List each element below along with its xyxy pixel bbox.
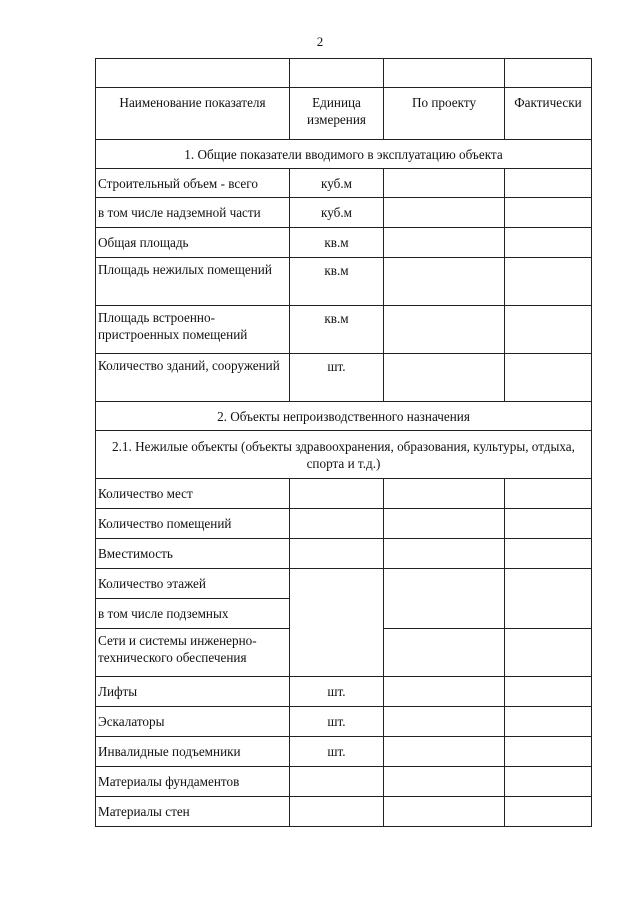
row-label: Сети и системы инженерно-технического обеспечения — [96, 629, 290, 677]
table-row — [96, 569, 592, 599]
subsection-title-row — [96, 431, 592, 479]
actual-value-cell — [505, 228, 592, 258]
row-unit: шт. — [290, 677, 384, 707]
row-label: Количество мест — [96, 479, 290, 509]
row-label: Количество помещений — [96, 509, 290, 539]
indicators-table — [95, 58, 592, 827]
project-value-cell — [384, 767, 505, 797]
row-label: Строительный объем - всего — [96, 169, 290, 198]
row-unit: шт. — [290, 354, 384, 402]
row-label: Количество этажей — [96, 569, 290, 599]
row-unit: кв.м — [290, 228, 384, 258]
table-row — [96, 509, 592, 539]
row-unit — [290, 767, 384, 797]
table-row — [96, 707, 592, 737]
row-label: Лифты — [96, 677, 290, 707]
header-unit: Единица измерения — [290, 88, 384, 140]
project-value-cell — [384, 306, 505, 354]
actual-value-cell — [505, 509, 592, 539]
project-value-cell — [384, 354, 505, 402]
actual-value-cell — [505, 198, 592, 228]
table-row — [96, 228, 592, 258]
section-title-row — [96, 140, 592, 169]
row-unit: шт. — [290, 737, 384, 767]
actual-value-cell — [505, 767, 592, 797]
row-label: Площадь нежилых помещений — [96, 258, 290, 306]
actual-value-cell — [505, 539, 592, 569]
subsection-title: 2.1. Нежилые объекты (объекты здравоохранения, образования, культуры, отдыха, спорта и т.д.) — [96, 431, 592, 479]
row-label: в том числе подземных — [96, 599, 290, 629]
table-row — [96, 767, 592, 797]
row-label: Вместимость — [96, 539, 290, 569]
project-value-cell — [384, 169, 505, 198]
header-actual: Фактически — [505, 88, 592, 140]
project-value-cell — [384, 228, 505, 258]
project-value-cell — [384, 629, 505, 677]
row-label: Инвалидные подъемники — [96, 737, 290, 767]
actual-value-cell — [505, 354, 592, 402]
table-row — [96, 198, 592, 228]
actual-value-cell — [505, 707, 592, 737]
section1-title: 1. Общие показатели вводимого в эксплуатацию объекта — [96, 140, 592, 169]
section-title-row — [96, 402, 592, 431]
project-value-cell — [384, 707, 505, 737]
row-label: Общая площадь — [96, 228, 290, 258]
row-unit: кв.м — [290, 258, 384, 306]
table-row — [96, 677, 592, 707]
row-label: в том числе надземной части — [96, 198, 290, 228]
table-row — [96, 479, 592, 509]
merged-actual-cell — [505, 569, 592, 629]
blank-cell — [505, 59, 592, 88]
project-value-cell — [384, 797, 505, 827]
merged-unit-cell — [290, 569, 384, 677]
actual-value-cell — [505, 629, 592, 677]
table-row — [96, 306, 592, 354]
header-indicator: Наименование показателя — [96, 88, 290, 140]
row-label: Количество зданий, сооружений — [96, 354, 290, 402]
row-unit: шт. — [290, 707, 384, 737]
row-label: Площадь встроенно-пристроенных помещений — [96, 306, 290, 354]
actual-value-cell — [505, 258, 592, 306]
project-value-cell — [384, 198, 505, 228]
project-value-cell — [384, 509, 505, 539]
row-unit — [290, 479, 384, 509]
row-unit — [290, 509, 384, 539]
project-value-cell — [384, 479, 505, 509]
table-row — [96, 258, 592, 306]
page-number: 2 — [316, 34, 324, 49]
actual-value-cell — [505, 797, 592, 827]
actual-value-cell — [505, 306, 592, 354]
actual-value-cell — [505, 479, 592, 509]
actual-value-cell — [505, 169, 592, 198]
table-row — [96, 539, 592, 569]
row-unit: куб.м — [290, 169, 384, 198]
row-unit: кв.м — [290, 306, 384, 354]
table-row — [96, 737, 592, 767]
project-value-cell — [384, 258, 505, 306]
actual-value-cell — [505, 737, 592, 767]
row-label: Материалы фундаментов — [96, 767, 290, 797]
table-row — [96, 169, 592, 198]
row-unit — [290, 539, 384, 569]
blank-cell — [290, 59, 384, 88]
project-value-cell — [384, 677, 505, 707]
blank-cell — [384, 59, 505, 88]
row-unit: куб.м — [290, 198, 384, 228]
table-blank-row — [96, 59, 592, 88]
actual-value-cell — [505, 677, 592, 707]
row-label: Эскалаторы — [96, 707, 290, 737]
row-unit — [290, 797, 384, 827]
table-row — [96, 797, 592, 827]
table-row — [96, 354, 592, 402]
project-value-cell — [384, 539, 505, 569]
table-header-row — [96, 88, 592, 140]
project-value-cell — [384, 737, 505, 767]
merged-project-cell — [384, 569, 505, 629]
section2-title: 2. Объекты непроизводственного назначения — [96, 402, 592, 431]
blank-cell — [96, 59, 290, 88]
row-label: Материалы стен — [96, 797, 290, 827]
header-project: По проекту — [384, 88, 505, 140]
